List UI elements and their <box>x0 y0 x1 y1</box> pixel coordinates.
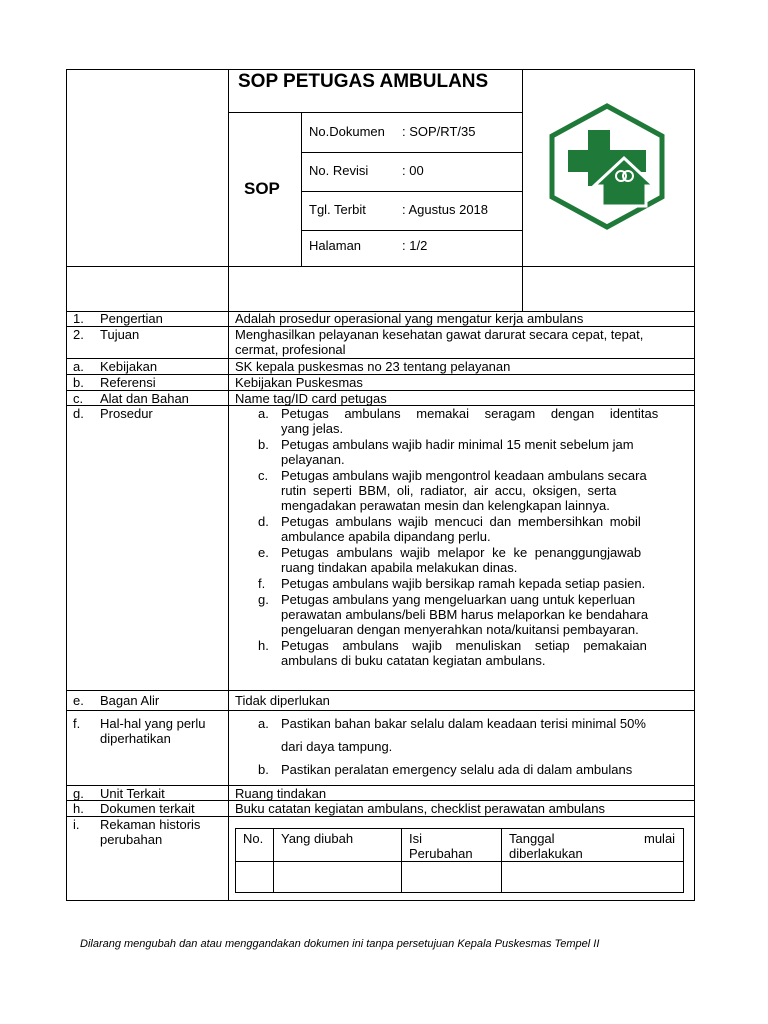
footer-notice: Dilarang mengubah dan atau menggandakan dokumen ini tanpa persetujuan Kepala Puskesmas Tempel II <box>80 938 600 950</box>
row-content-alat: Name tag/ID card petugas <box>235 391 387 406</box>
hal-item-letter: a. <box>258 716 269 731</box>
step-line: Petugas ambulans wajib melapor ke ke penanggungjawab <box>281 545 642 560</box>
history-header-isi-line2: Perubahan <box>409 846 473 861</box>
step-line: Petugas ambulans memakai seragam dengan identitas <box>281 406 659 421</box>
row-content-tujuan-line2: cermat, profesional <box>235 342 346 357</box>
row-line-3 <box>66 374 695 375</box>
meta-row-line-3 <box>301 230 523 231</box>
step-line: pengeluaran dengan menyerahkan nota/kuitansi pembayaran. <box>281 622 639 637</box>
meta-value-tgl-terbit: : Agustus 2018 <box>402 202 489 217</box>
meta-key-tgl-terbit: Tgl. Terbit <box>309 202 366 217</box>
page-title: SOP PETUGAS AMBULANS <box>238 71 489 92</box>
step-line: Petugas ambulans wajib mencuci dan membersihkan mobil <box>281 514 641 529</box>
meta-key-no-dokumen: No.Dokumen <box>309 124 385 139</box>
row-line-6 <box>66 690 695 691</box>
row-num-tujuan: 2. <box>73 327 84 342</box>
meta-value-halaman: : 1/2 <box>402 238 428 253</box>
row-content-bagan: Tidak diperlukan <box>235 693 330 708</box>
row-line-7 <box>66 710 695 711</box>
header-divider-left <box>228 69 229 311</box>
row-label-referensi: Referensi <box>100 375 156 390</box>
meta-row-line-2 <box>301 191 523 192</box>
history-table-col-line-2 <box>401 828 402 893</box>
step-line: pelayanan. <box>281 452 345 467</box>
row-content-kebijakan: SK kepala puskesmas no 23 tentang pelayanan <box>235 359 511 374</box>
meta-divider <box>301 112 302 266</box>
history-table-row-line <box>235 861 684 862</box>
row-num-alat: c. <box>73 391 84 406</box>
history-table-col-line-3 <box>501 828 502 893</box>
step-line: Petugas ambulans yang mengeluarkan uang untuk keperluan <box>281 592 636 607</box>
outer-border-top <box>66 69 695 70</box>
step-letter: h. <box>258 638 269 653</box>
row-num-pengertian: 1. <box>73 311 84 326</box>
row-label-bagan: Bagan Alir <box>100 693 160 708</box>
hal-item-line: Pastikan bahan bakar selalu dalam keadaan terisi minimal 50% <box>281 716 646 731</box>
step-letter: d. <box>258 514 269 529</box>
row-label-hal-line2: diperhatikan <box>100 731 171 746</box>
row-num-kebijakan: a. <box>73 359 84 374</box>
step-letter: g. <box>258 592 269 607</box>
history-header-tanggal-word1: Tanggal <box>509 831 555 846</box>
step-line: Petugas ambulans wajib menuliskan setiap pemakaian <box>281 638 647 653</box>
step-letter: f. <box>258 576 266 591</box>
row-label-prosedur: Prosedur <box>100 406 153 421</box>
row-label-unit: Unit Terkait <box>100 786 165 801</box>
row-content-tujuan-line1: Menghasilkan pelayanan kesehatan gawat darurat secara cepat, tepat, <box>235 327 644 342</box>
row-label-rekaman-line2: perubahan <box>100 832 163 847</box>
step-line: rutin seperti BBM, oli, radiator, air accu, oksigen, serta <box>281 483 617 498</box>
row-num-unit: g. <box>73 786 84 801</box>
hal-item-line: dari daya tampung. <box>281 739 393 754</box>
meta-value-revisi: : 00 <box>402 163 424 178</box>
row-num-prosedur: d. <box>73 406 84 421</box>
row-content-referensi: Kebijakan Puskesmas <box>235 375 363 390</box>
step-line: ambulance apabila dipandang perlu. <box>281 529 491 544</box>
meta-key-halaman: Halaman <box>309 238 362 253</box>
step-line: Petugas ambulans wajib bersikap ramah kepada setiap pasien. <box>281 576 646 591</box>
row-num-hal: f. <box>73 716 81 731</box>
outer-border-bottom <box>66 900 695 901</box>
row-content-unit: Ruang tindakan <box>235 786 327 801</box>
step-letter: b. <box>258 437 269 452</box>
step-line: perawatan ambulans/beli BBM harus melaporkan ke bendahara <box>281 607 649 622</box>
step-line: Petugas ambulans wajib hadir minimal 15 menit sebelum jam <box>281 437 634 452</box>
history-header-yang-diubah: Yang diubah <box>281 831 354 846</box>
history-table-col-line-1 <box>273 828 274 893</box>
row-label-hal-line1: Hal-hal yang perlu <box>100 716 206 731</box>
history-header-no: No. <box>243 831 264 846</box>
meta-row-line-1 <box>301 152 523 153</box>
row-label-tujuan: Tujuan <box>100 327 140 342</box>
outer-border-right <box>694 69 695 901</box>
row-label-kebijakan: Kebijakan <box>100 359 158 374</box>
row-num-rekaman: i. <box>73 817 80 832</box>
step-line: yang jelas. <box>281 421 344 436</box>
history-header-tanggal-word2: mulai <box>644 831 676 846</box>
title-underline <box>228 112 523 113</box>
step-letter: a. <box>258 406 269 421</box>
header-divider-right <box>522 69 523 311</box>
sop-label: SOP <box>244 179 280 198</box>
puskesmas-logo-icon <box>548 103 666 230</box>
row-num-referensi: b. <box>73 375 84 390</box>
step-line: mengadakan perawatan mesin dan kelengkapan lainnya. <box>281 498 610 513</box>
meta-value-no-dokumen: : SOP/RT/35 <box>402 124 476 139</box>
meta-key-revisi: No. Revisi <box>309 163 369 178</box>
header-bottom-line <box>66 266 695 267</box>
row-content-pengertian: Adalah prosedur operasional yang mengatur kerja ambulans <box>235 311 584 326</box>
step-line: ruang tindakan apabila melakukan dinas. <box>281 560 518 575</box>
step-letter: c. <box>258 468 269 483</box>
row-label-pengertian: Pengertian <box>100 311 163 326</box>
row-label-dokumen: Dokumen terkait <box>100 801 195 816</box>
step-line: ambulans di buku catatan kegiatan ambulans. <box>281 653 546 668</box>
outer-border-left <box>66 69 67 901</box>
row-label-alat: Alat dan Bahan <box>100 391 189 406</box>
history-header-tanggal-line2: diberlakukan <box>509 846 583 861</box>
body-column-divider <box>228 311 229 901</box>
row-num-dokumen: h. <box>73 801 84 816</box>
step-line: Petugas ambulans wajib mengontrol keadaan ambulans secara <box>281 468 647 483</box>
hal-item-line: Pastikan peralatan emergency selalu ada di dalam ambulans <box>281 762 633 777</box>
row-content-dokumen: Buku catatan kegiatan ambulans, checklist perawatan ambulans <box>235 801 605 816</box>
row-label-rekaman-line1: Rekaman historis <box>100 817 201 832</box>
hal-item-letter: b. <box>258 762 269 777</box>
row-num-bagan: e. <box>73 693 84 708</box>
step-letter: e. <box>258 545 269 560</box>
history-header-isi-line1: Isi <box>409 831 422 846</box>
